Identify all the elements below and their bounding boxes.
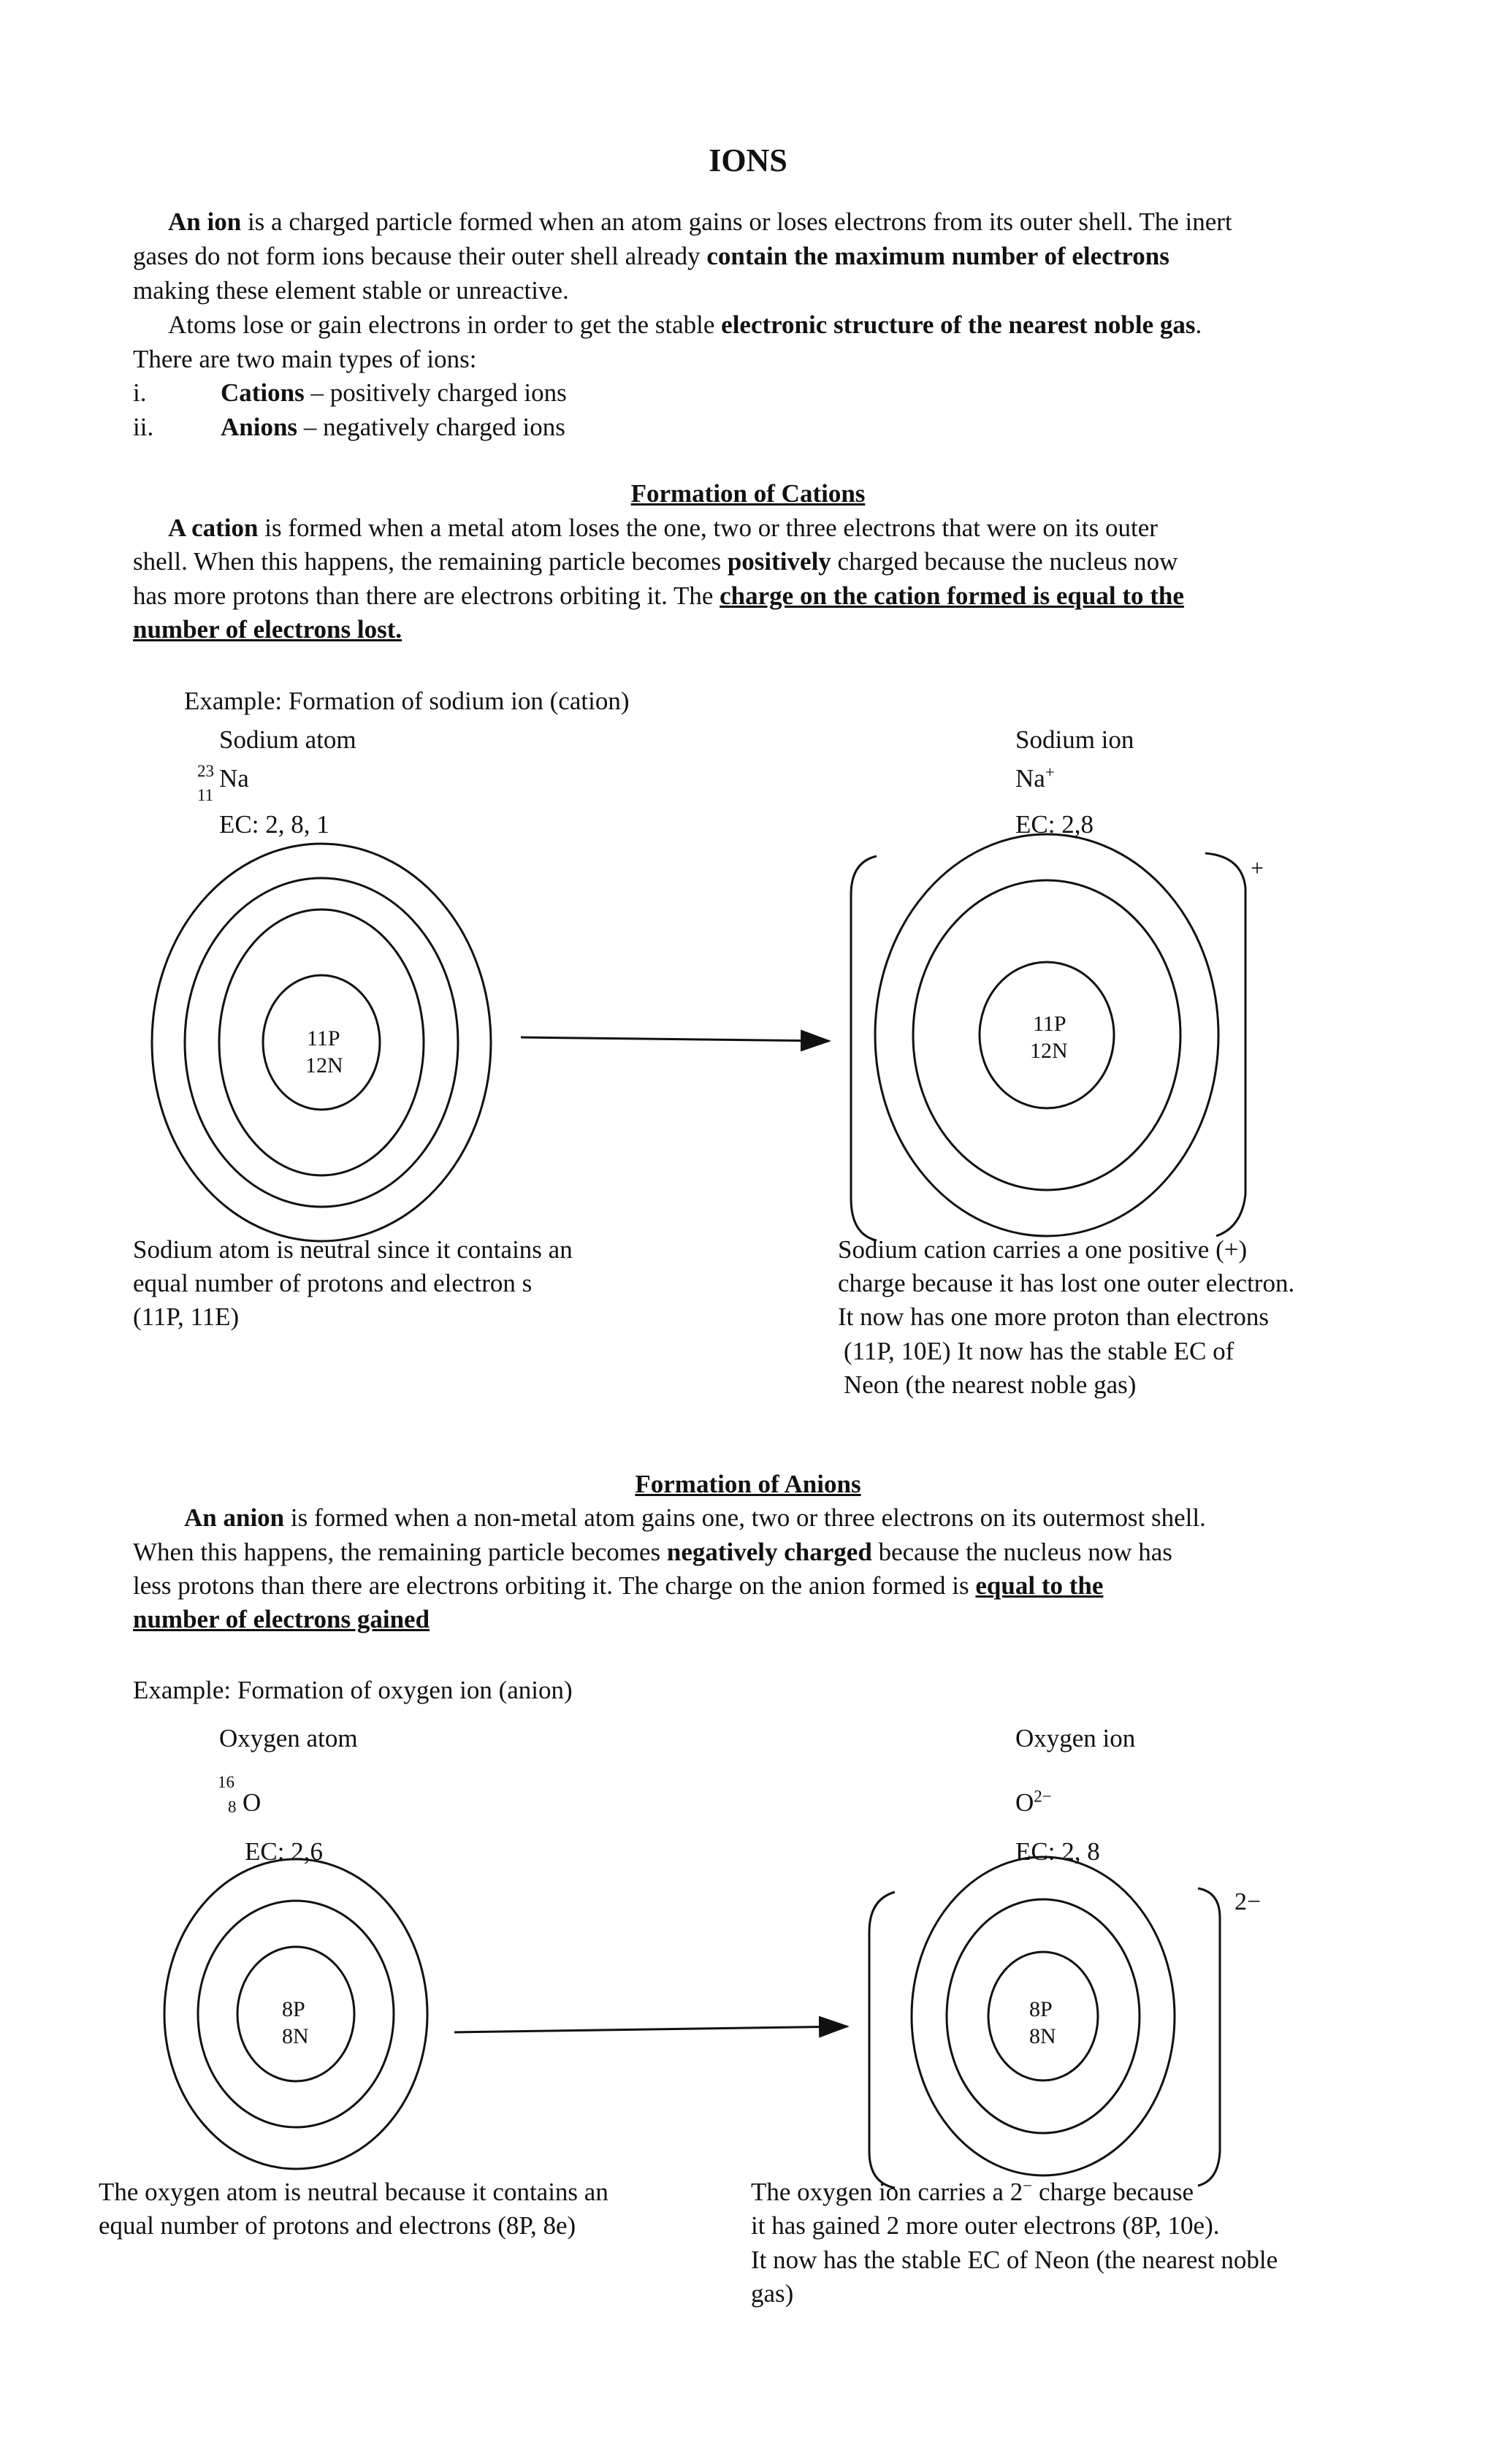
oxygen-ion-caption-1: [751, 2175, 1194, 2209]
oxygen-atom-caption-1: The oxygen atom is neutral because it contains an: [99, 2178, 608, 2206]
sodium-ion-left-bracket: [851, 856, 877, 1240]
anions-key-rule: equal to the: [975, 1571, 1104, 1600]
sodium-ion-label: Sodium ion: [1015, 725, 1134, 754]
cations-text: is formed when a metal atom loses the one, two or three electrons that were on its outer: [258, 514, 1158, 542]
oxygen-ion-label: Oxygen ion: [1015, 1724, 1136, 1752]
intro-text: There are two main types of ions:: [133, 345, 477, 373]
sodium-atom-label: Sodium atom: [219, 725, 356, 754]
oxygen-ion-symbol: O: [1015, 1788, 1034, 1817]
list-number: i.: [133, 378, 147, 407]
intro-bold: electronic structure of the nearest noble gas: [721, 310, 1196, 339]
sodium-ion-symbol: Na: [1015, 764, 1045, 793]
sodium-atom-protons: 11P: [307, 1026, 340, 1050]
intro-term-ion: An ion: [168, 207, 242, 236]
list-text: – positively charged ions: [304, 378, 567, 407]
anions-bold: negatively charged: [666, 1538, 872, 1566]
sodium-atom-caption-2: equal number of protons and electron s: [133, 1269, 533, 1297]
oxygen-mass-number: 16: [218, 1773, 234, 1791]
anions-line-2: [133, 1535, 1172, 1569]
sodium-symbol: Na: [219, 764, 249, 793]
oxygen-ion-caption-4: gas): [751, 2279, 794, 2308]
oxygen-atomic-number: 8: [228, 1798, 237, 1816]
oxygen-atom-ec: EC: 2,6: [245, 1837, 323, 1866]
oxygen-ion-charge: 2−: [1034, 1787, 1052, 1806]
oxygen-ion-caption-charge: −: [1023, 2176, 1033, 2195]
sodium-atom-neutrons: 12N: [305, 1053, 343, 1077]
cations-key-rule: number of electrons lost.: [133, 615, 402, 644]
intro-text: .: [1195, 310, 1202, 339]
list-term: Cations: [221, 378, 305, 407]
intro-text: is a charged particle formed when an atom gains or loses electrons from its outer shell. The inert: [241, 207, 1232, 236]
cations-bold: positively: [727, 547, 831, 576]
sodium-ion-right-bracket: [1205, 853, 1245, 1236]
oxygen-ion-protons: 8P: [1029, 1997, 1053, 2021]
oxygen-atom-label: Oxygen atom: [219, 1724, 358, 1752]
intro-text: making these element stable or unreactive.: [133, 276, 569, 305]
anions-text: because the nucleus now has: [871, 1538, 1172, 1566]
oxygen-atom-protons: 8P: [282, 1997, 305, 2021]
sodium-mass-number: 23: [197, 762, 214, 780]
oxygen-ion-caption-2: it has gained 2 more outer electrons (8P, 10e).: [751, 2211, 1220, 2240]
sodium-ion-caption-3: It now has one more proton than electrons: [838, 1302, 1269, 1331]
intro-text: Atoms lose or gain electrons in order to get the stable: [168, 310, 722, 339]
oxygen-ion-caption-text: The oxygen ion carries a 2: [751, 2178, 1023, 2206]
oxygen-ion-ec: EC: 2, 8: [1015, 1837, 1100, 1866]
sodium-atomic-number: 11: [197, 786, 214, 804]
sodium-ion-charge: +: [1045, 763, 1055, 782]
oxygen-ion-right-bracket: [1198, 1888, 1220, 2186]
anions-line-4: [133, 1602, 430, 1636]
anion-reaction-arrow: [454, 2026, 847, 2032]
sodium-ion-caption-2: charge because it has lost one outer electron.: [838, 1269, 1295, 1297]
anions-key-rule: number of electrons gained: [133, 1605, 430, 1633]
sodium-ion-protons: 11P: [1033, 1012, 1066, 1036]
oxygen-atom-caption-2: equal number of protons and electrons (8P, 8e): [99, 2211, 576, 2240]
oxygen-ion-bracket-charge: 2−: [1234, 1888, 1262, 1915]
cation-term: A cation: [168, 514, 259, 542]
sodium-ion-caption-1: Sodium cation carries a one positive (+): [838, 1235, 1248, 1264]
cations-text: has more protons than there are electrons orbiting it. The: [133, 581, 720, 610]
cations-text: charged because the nucleus now: [831, 547, 1178, 576]
sodium-atom-caption-3: (11P, 11E): [133, 1302, 240, 1331]
page-title: IONS: [709, 142, 787, 178]
list-text: – negatively charged ions: [297, 413, 565, 441]
sodium-ion-ec: EC: 2,8: [1015, 810, 1094, 839]
anion-term: An anion: [184, 1503, 285, 1532]
oxygen-symbol: O: [243, 1788, 262, 1817]
anions-text: less protons than there are electrons orbiting it. The charge on the anion formed is: [133, 1571, 976, 1600]
oxygen-ion-caption-3: It now has the stable EC of Neon (the nearest noble: [751, 2246, 1278, 2274]
sodium-ion-neutrons: 12N: [1030, 1039, 1068, 1063]
cation-example-label: Example: Formation of sodium ion (cation): [184, 687, 630, 715]
oxygen-ion-left-bracket: [869, 1892, 895, 2188]
intro-bold: contain the maximum number of electrons: [706, 242, 1169, 270]
oxygen-ion-neutrons: 8N: [1029, 2024, 1056, 2048]
sodium-ion-caption-4: (11P, 10E) It now has the stable EC of: [844, 1337, 1234, 1365]
intro-text: gases do not form ions because their outer shell already: [133, 242, 707, 270]
anions-line-1: [184, 1500, 1206, 1535]
list-number: ii.: [133, 413, 154, 441]
anions-text: When this happens, the remaining particle becomes: [133, 1538, 667, 1566]
cations-text: shell. When this happens, the remaining particle becomes: [133, 547, 728, 576]
anions-text: is formed when a non-metal atom gains one, two or three electrons on its outermost shell.: [284, 1503, 1206, 1532]
oxygen-atom-neutrons: 8N: [282, 2024, 309, 2048]
cation-reaction-arrow: [521, 1037, 829, 1041]
sodium-atom-ec: EC: 2, 8, 1: [219, 810, 329, 839]
list-term: Anions: [221, 413, 298, 441]
cations-key-rule: charge on the cation formed is equal to the: [720, 581, 1184, 610]
anion-example-label: Example: Formation of oxygen ion (anion): [133, 1676, 573, 1704]
anions-heading: Formation of Anions: [635, 1470, 861, 1498]
sodium-ion-caption-5: Neon (the nearest noble gas): [844, 1370, 1137, 1399]
oxygen-ion-caption-text: charge because: [1032, 2178, 1194, 2206]
sodium-atom-caption-1: Sodium atom is neutral since it contains an: [133, 1235, 573, 1264]
cations-heading: Formation of Cations: [630, 479, 866, 508]
oxygen-ion-notation: [1015, 1785, 1052, 1820]
sodium-ion-bracket-charge: +: [1251, 855, 1264, 881]
anions-line-3: [133, 1568, 1103, 1603]
